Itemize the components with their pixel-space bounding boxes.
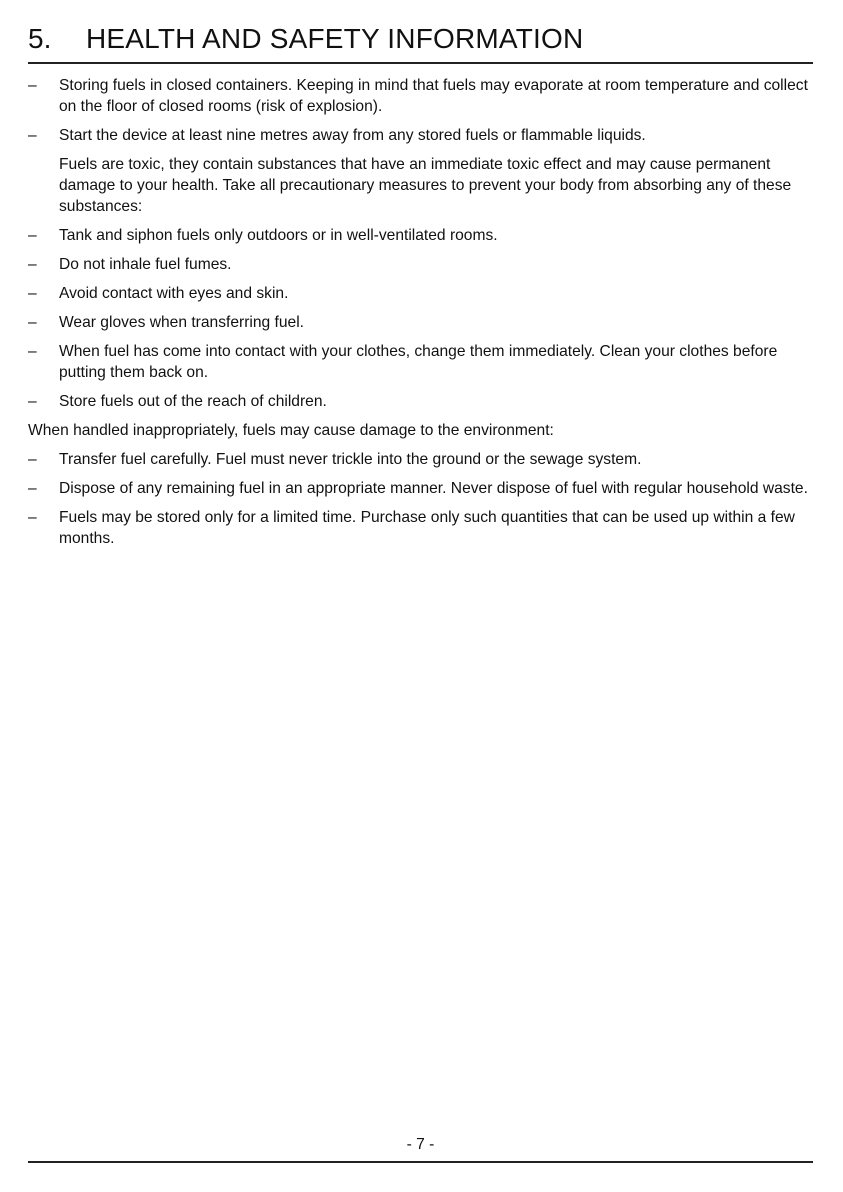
bullet-item [28,478,813,499]
bullet-item [28,341,813,383]
bullet-item [28,125,813,146]
section-number: 5. [28,23,52,54]
page-footer [28,1134,813,1163]
bullet-dash: – [28,227,37,244]
bullet-dash: – [28,393,37,410]
bullet-text: Do not inhale fuel fumes. [59,256,232,273]
bullet-item [28,449,813,470]
bullet-text: Dispose of any remaining fuel in an appropriate manner. Never dispose of fuel with regular household waste. [59,480,808,497]
page-number: - 7 - [406,1136,435,1153]
bullet-item [28,75,813,117]
bullet-dash: – [28,127,37,144]
bullet-item [28,312,813,333]
bullet-text: Fuels may be stored only for a limited time. Purchase only such quantities that can be used up within a few months. [59,509,795,547]
bullet-dash: – [28,256,37,273]
bullet-dash: – [28,451,37,468]
bullet-dash: – [28,480,37,497]
bullet-text: Start the device at least nine metres away from any stored fuels or flammable liquids. [59,127,646,144]
section-heading [28,22,813,64]
bullet-dash: – [28,509,37,526]
bullet-text: Transfer fuel carefully. Fuel must never trickle into the ground or the sewage system. [59,451,642,468]
paragraph-toxicity: Fuels are toxic, they contain substances that have an immediate toxic effect and may cause permanent damage to your health. Take all precautionary measures to prevent your body from absorbing any of these substances: [59,156,792,215]
bullet-text: When fuel has come into contact with your clothes, change them immediately. Clean your clothes before putting them back on. [59,343,778,381]
section-title: HEALTH AND SAFETY INFORMATION [86,23,584,54]
bullet-text: Storing fuels in closed containers. Keeping in mind that fuels may evaporate at room temperature and collect on the floor of closed rooms (risk of explosion). [59,77,808,115]
bullet-item [28,507,813,549]
section-content [28,75,813,557]
paragraph-environment: When handled inappropriately, fuels may cause damage to the environment: [28,422,554,439]
bullet-text: Tank and siphon fuels only outdoors or in well-ventilated rooms. [59,227,498,244]
bullet-text: Wear gloves when transferring fuel. [59,314,304,331]
bullet-dash: – [28,343,37,360]
bullet-item [28,225,813,246]
bullet-text: Avoid contact with eyes and skin. [59,285,289,302]
bullet-text: Store fuels out of the reach of children. [59,393,327,410]
bullet-dash: – [28,314,37,331]
bullet-dash: – [28,285,37,302]
bullet-dash: – [28,77,37,94]
bullet-item [28,391,813,412]
bullet-item [28,254,813,275]
bullet-item [28,283,813,304]
